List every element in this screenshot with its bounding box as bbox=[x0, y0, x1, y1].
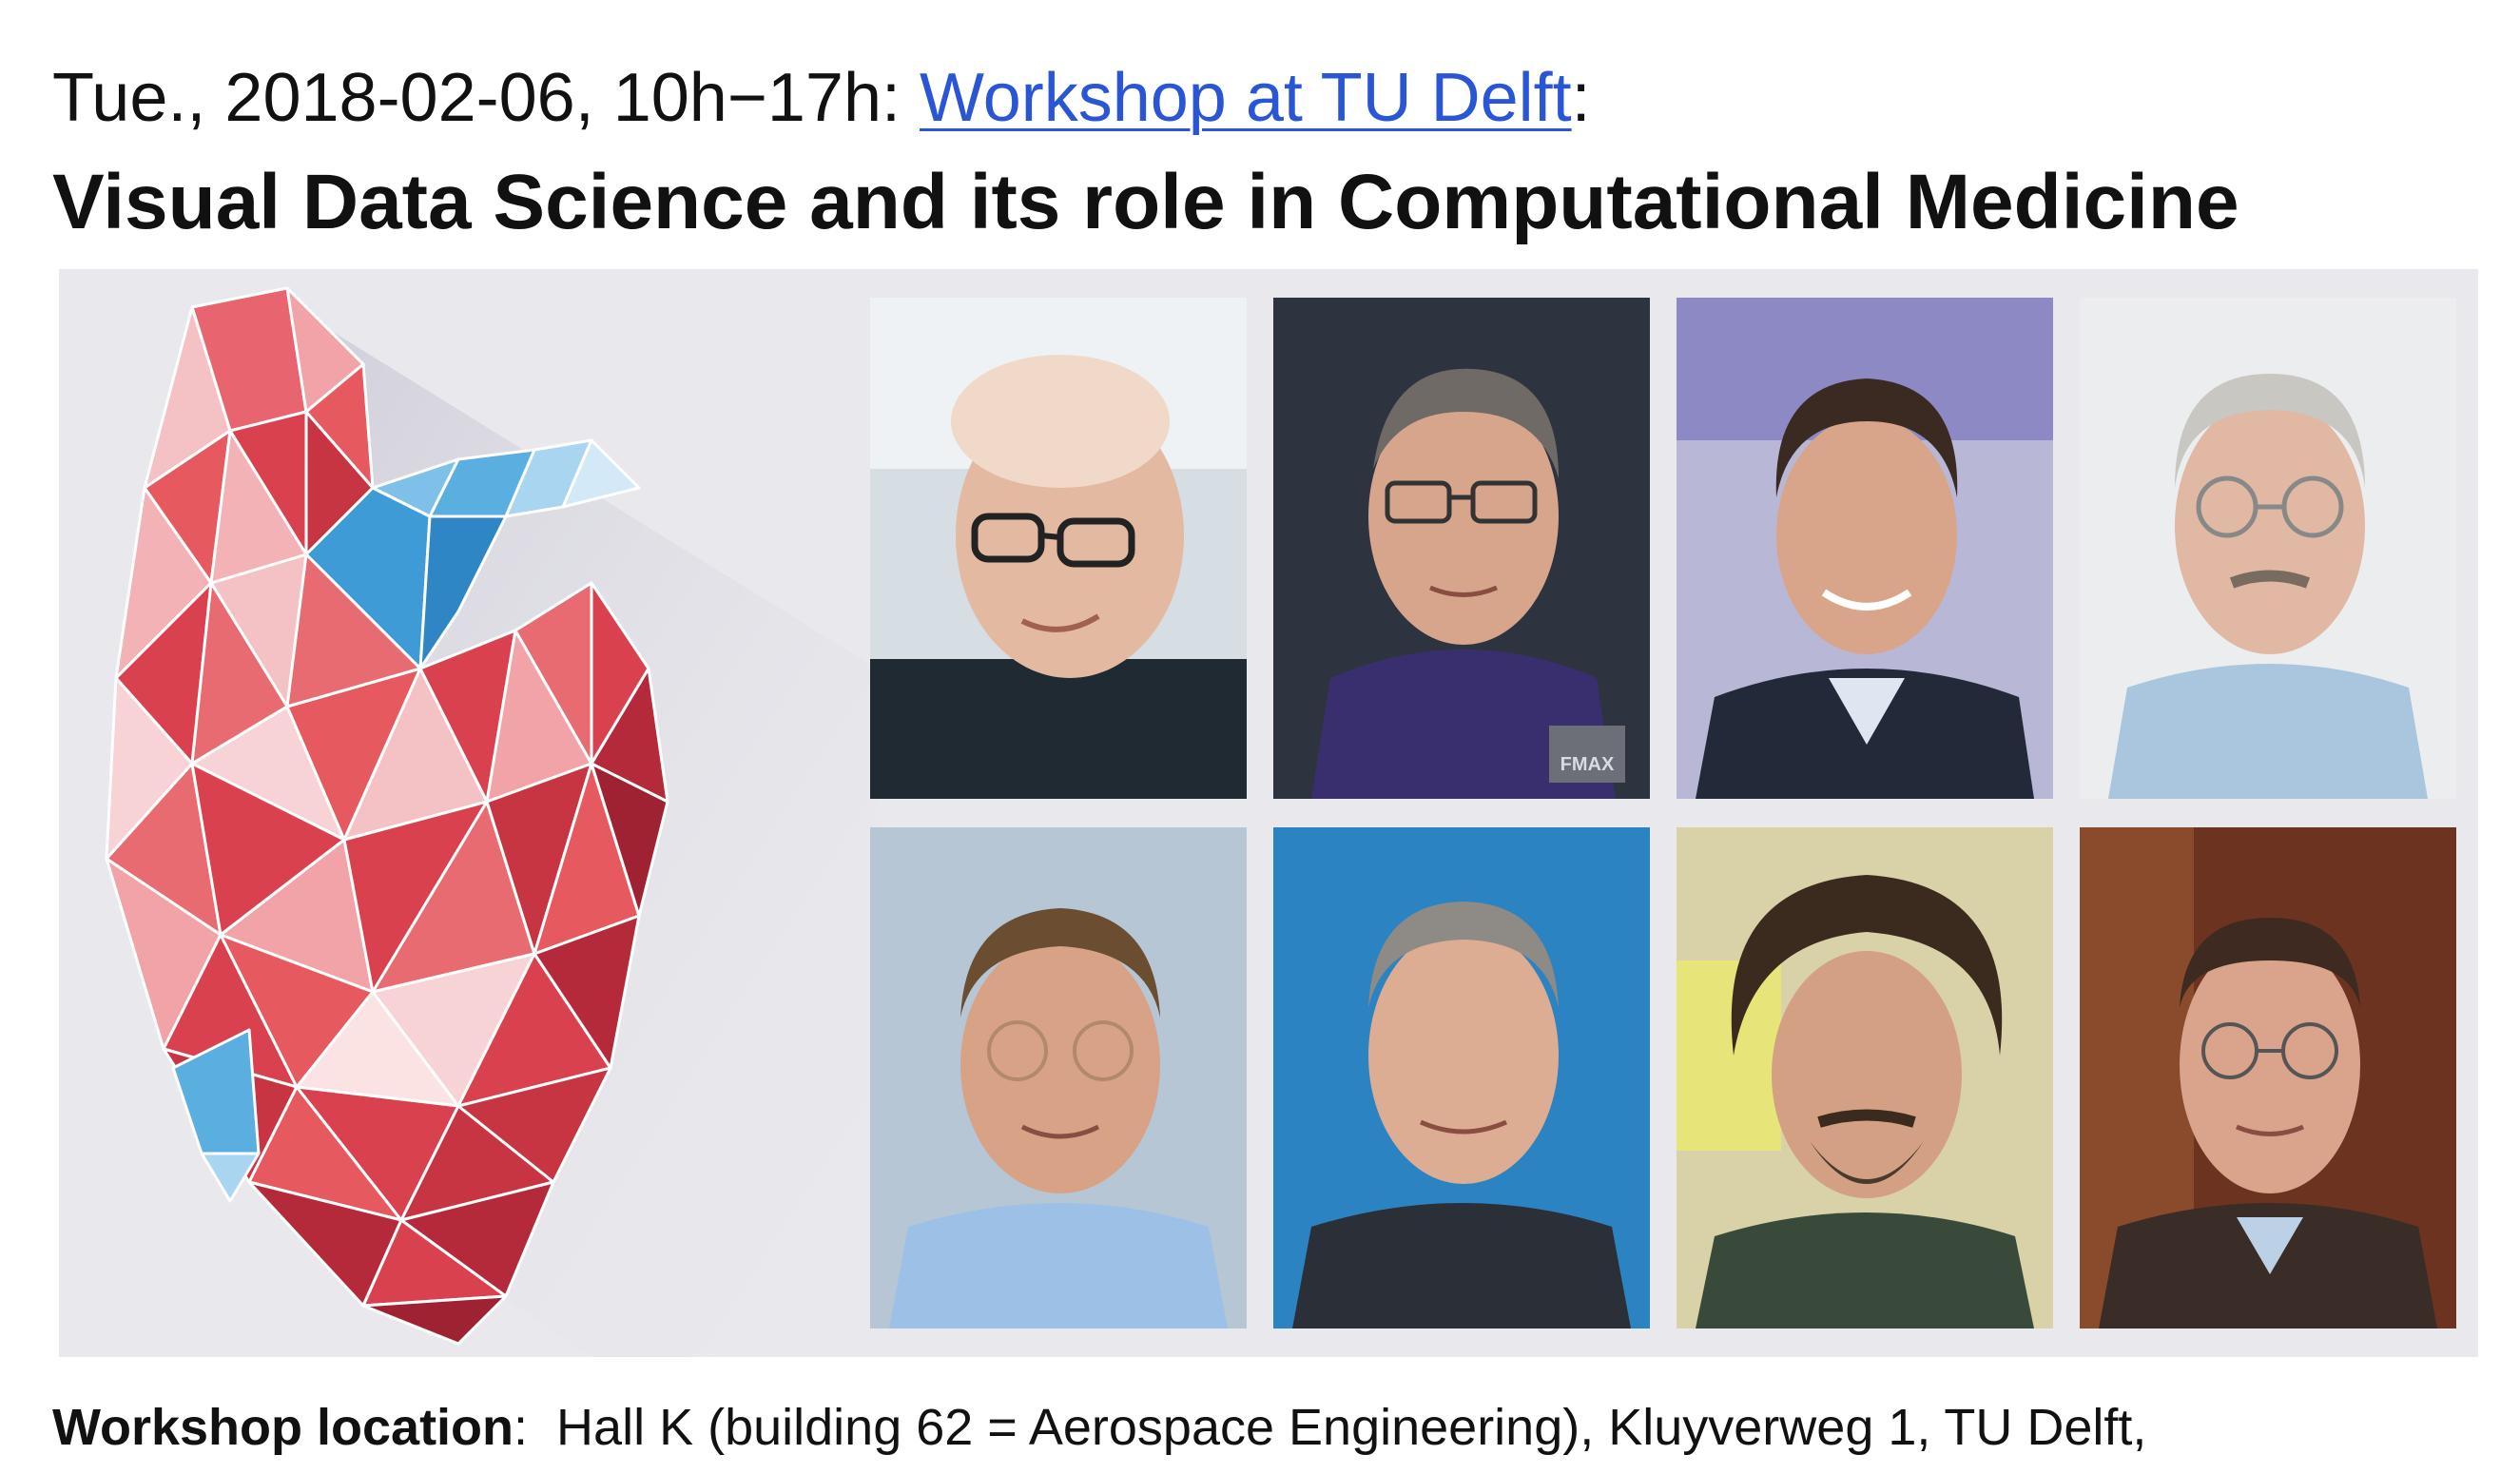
heart-illustration bbox=[59, 269, 877, 1357]
photo-watermark: FMAX bbox=[1560, 754, 1615, 775]
event-datetime: Tue., 2018-02-06, 10h−17h: bbox=[52, 60, 921, 136]
speaker-photo-7 bbox=[1677, 827, 2053, 1329]
location-separator: : bbox=[514, 1399, 557, 1456]
workshop-link[interactable]: Workshop at TU Delft bbox=[920, 60, 1572, 136]
location-text: Hall K (building 62 = Aerospace Engineering), Kluyverweg 1, TU Delft, bbox=[556, 1399, 2147, 1456]
page-title: Visual Data Science and its role in Computational Medicine bbox=[52, 159, 2239, 245]
location-label: Workshop location bbox=[52, 1399, 514, 1456]
speaker-photo-8 bbox=[2080, 827, 2456, 1329]
speaker-photo-2 bbox=[1273, 298, 1650, 799]
speaker-photo-5 bbox=[870, 827, 1247, 1329]
speaker-photo-1 bbox=[870, 298, 1247, 799]
speaker-banner bbox=[59, 269, 2478, 1357]
workshop-location bbox=[52, 1394, 2146, 1461]
link-colon: : bbox=[1571, 60, 1591, 136]
speaker-photo-6 bbox=[1273, 827, 1650, 1329]
event-datetime-line bbox=[52, 55, 1591, 141]
speaker-photo-4 bbox=[2080, 298, 2456, 799]
speaker-photo-3 bbox=[1677, 298, 2053, 799]
